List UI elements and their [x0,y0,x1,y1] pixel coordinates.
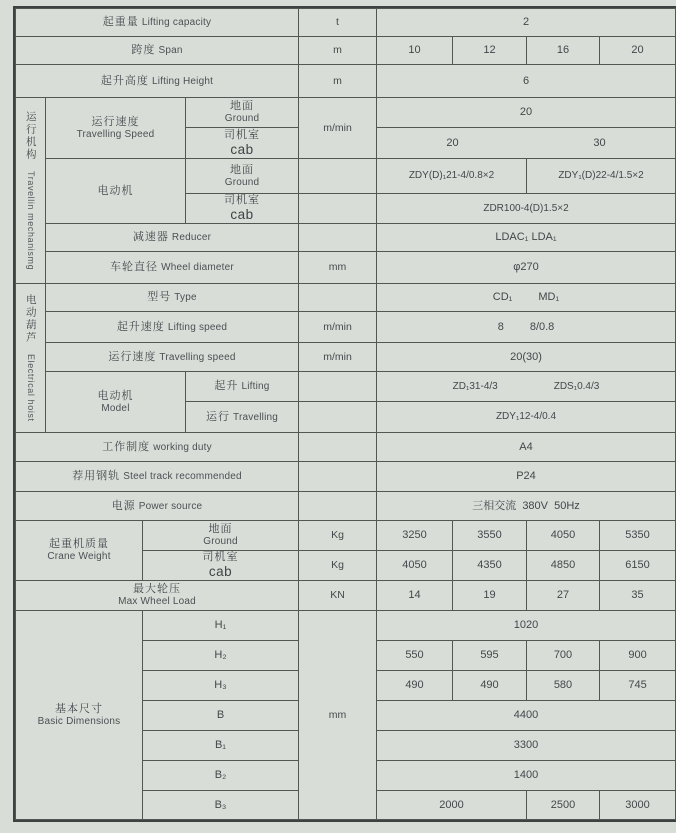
crane-weight-cab-value: 4050 [377,551,453,581]
hoist-lifting-speed-row [16,312,676,343]
hoist-motor-lifting-sublabel: 起升 Lifting [186,372,299,402]
lifting-height-row [16,65,676,98]
steel-track-unit [299,462,377,492]
crane-weight-ground-value: 3550 [453,521,527,551]
dim-h2-value: 550 [377,641,453,671]
steel-track-value: P24 [377,462,676,492]
travel-motor-ground-value-right: ZDY₁(D)22-4/1.5×2 [527,159,676,194]
basic-dimensions-unit: mm [299,611,377,820]
electrical-hoist-strip-en: Electrical hoist [25,354,36,422]
crane-weight-label: 起重机质量 Crane Weight [16,521,143,581]
dim-h2-sublabel: H₂ [143,641,299,671]
lifting-height-value: 6 [377,65,676,98]
travel-motor-label: 电动机 [46,159,186,224]
crane-weight-cab-value: 4850 [527,551,600,581]
electrical-hoist-strip-zh: 电动葫芦 [24,294,37,345]
dim-b3-value: 2500 [527,791,600,820]
hoist-motor-travelling-value: ZDY₁12-4/0.4 [377,402,676,433]
electrical-hoist-strip [16,284,46,433]
dim-h1-value: 1020 [377,611,676,641]
reducer-row [16,224,676,252]
hoist-travelling-speed-value: 20(30) [377,343,676,372]
dim-h2-value: 595 [453,641,527,671]
working-duty-label: 工作制度 working duty [16,433,299,462]
capacity-value: 2 [377,9,676,37]
hoist-type-row [16,284,676,312]
general-rows-table [15,432,676,521]
travel-speed-cab-sublabel: 司机室 cab [186,128,299,159]
span-value: 16 [527,37,600,65]
steel-track-label: 荐用钢轨 Steel track recommended [16,462,299,492]
dim-b-value: 4400 [377,701,676,731]
span-value: 20 [600,37,676,65]
max-wheel-load-value: 19 [453,581,527,611]
travel-motor-cab-unit [299,194,377,224]
dim-h3-value: 580 [527,671,600,701]
lifting-height-label: 起升高度 Lifting Height [16,65,299,98]
dim-h3-value: 490 [453,671,527,701]
capacity-row [16,9,676,37]
reducer-unit [299,224,377,252]
dimensions-table [15,610,676,820]
working-duty-row [16,433,676,462]
dim-h3-value: 745 [600,671,676,701]
power-source-row [16,492,676,521]
hoist-motor-travelling-unit [299,402,377,433]
dim-b2-sublabel: B₂ [143,761,299,791]
hoist-travelling-speed-label: 运行速度 Travelling speed [46,343,299,372]
hoist-lifting-speed-values: 8 8/0.8 [377,312,676,343]
travel-speed-cab-values: 20 30 [377,128,676,159]
dim-h2-value: 900 [600,641,676,671]
capacity-unit: t [299,9,377,37]
mechanism-hoist-table [15,97,676,433]
lifting-height-unit: m [299,65,377,98]
wheel-diameter-label: 车轮直径 Wheel diameter [46,252,299,284]
reducer-label: 减速器 Reducer [46,224,299,252]
dim-b1-value: 3300 [377,731,676,761]
dim-b2-value: 1400 [377,761,676,791]
travel-speed-ground-sublabel: 地面 Ground [186,98,299,128]
span-row [16,37,676,65]
max-wheel-load-label: 最大轮压 Max Wheel Load [16,581,299,611]
power-source-unit [299,492,377,521]
wheel-diameter-row [16,252,676,284]
travelling-mechanism-strip-zh: 运行机构 [24,110,37,161]
spec-sheet [13,6,676,822]
hoist-motor-lifting-row [16,372,676,402]
dim-b-sublabel: B [143,701,299,731]
dim-h1-sublabel: H₁ [143,611,299,641]
dim-h3-value: 490 [377,671,453,701]
max-wheel-load-unit: KN [299,581,377,611]
hoist-motor-travelling-sublabel: 运行 Travelling [186,402,299,433]
power-source-value: 三相交流 380V 50Hz [377,492,676,521]
travelling-mechanism-strip-en: Travellin mechanismg [25,170,36,271]
crane-weight-cab-value: 4350 [453,551,527,581]
steel-track-row [16,462,676,492]
hoist-travelling-speed-row [16,343,676,372]
wheel-diameter-unit: mm [299,252,377,284]
dim-b3-value: 3000 [600,791,676,820]
capacity-label: 起重量 Lifting capacity [16,9,299,37]
travel-motor-cab-sublabel: 司机室 cab [186,194,299,224]
travel-motor-ground-value-left: ZDY(D)₁21-4/0.8×2 [377,159,527,194]
working-duty-unit [299,433,377,462]
power-source-label: 电源 Power source [16,492,299,521]
working-duty-value: A4 [377,433,676,462]
crane-weight-ground-row [16,521,676,551]
wheel-diameter-value: φ270 [377,252,676,284]
dim-b1-sublabel: B₁ [143,731,299,761]
hoist-travelling-speed-unit: m/min [299,343,377,372]
travel-speed-ground-row [16,98,676,128]
max-wheel-load-value: 27 [527,581,600,611]
dim-b3-value: 2000 [377,791,527,820]
travel-speed-label: 运行速度 Travelling Speed [46,98,186,159]
span-value: 10 [377,37,453,65]
top-section-table [15,8,676,98]
reducer-value: LDAC₁ LDA₁ [377,224,676,252]
travel-motor-ground-row [16,159,676,194]
travel-motor-cab-value: ZDR100-4(D)1.5×2 [377,194,676,224]
hoist-motor-label: 电动机 Model [46,372,186,433]
crane-weight-cab-sublabel: 司机室 cab [143,551,299,581]
span-value: 12 [453,37,527,65]
max-wheel-load-value: 14 [377,581,453,611]
crane-weight-ground-sublabel: 地面 Ground [143,521,299,551]
travel-motor-ground-unit [299,159,377,194]
basic-dimensions-label: 基本尺寸 Basic Dimensions [16,611,143,820]
crane-weight-ground-value: 4050 [527,521,600,551]
crane-weight-cab-value: 6150 [600,551,676,581]
max-wheel-load-value: 35 [600,581,676,611]
travel-speed-unit: m/min [299,98,377,159]
crane-weight-ground-value: 3250 [377,521,453,551]
hoist-lifting-speed-label: 起升速度 Lifting speed [46,312,299,343]
weight-table [15,520,676,611]
dim-h2-value: 700 [527,641,600,671]
crane-weight-cab-unit: Kg [299,551,377,581]
max-wheel-load-row [16,581,676,611]
dim-h1-row [16,611,676,641]
hoist-lifting-speed-unit: m/min [299,312,377,343]
crane-weight-ground-value: 5350 [600,521,676,551]
hoist-motor-lifting-unit [299,372,377,402]
hoist-motor-lifting-values: ZD₁31-4/3 ZDS₁0.4/3 [377,372,676,402]
hoist-type-unit [299,284,377,312]
crane-weight-ground-unit: Kg [299,521,377,551]
hoist-type-label: 型号 Type [46,284,299,312]
travelling-mechanism-strip [16,98,46,284]
span-unit: m [299,37,377,65]
hoist-type-values: CD₁ MD₁ [377,284,676,312]
travel-speed-ground-value: 20 [377,98,676,128]
dim-h3-sublabel: H₃ [143,671,299,701]
span-label: 跨度 Span [16,37,299,65]
travel-motor-ground-sublabel: 地面 Ground [186,159,299,194]
dim-b3-sublabel: B₃ [143,791,299,820]
